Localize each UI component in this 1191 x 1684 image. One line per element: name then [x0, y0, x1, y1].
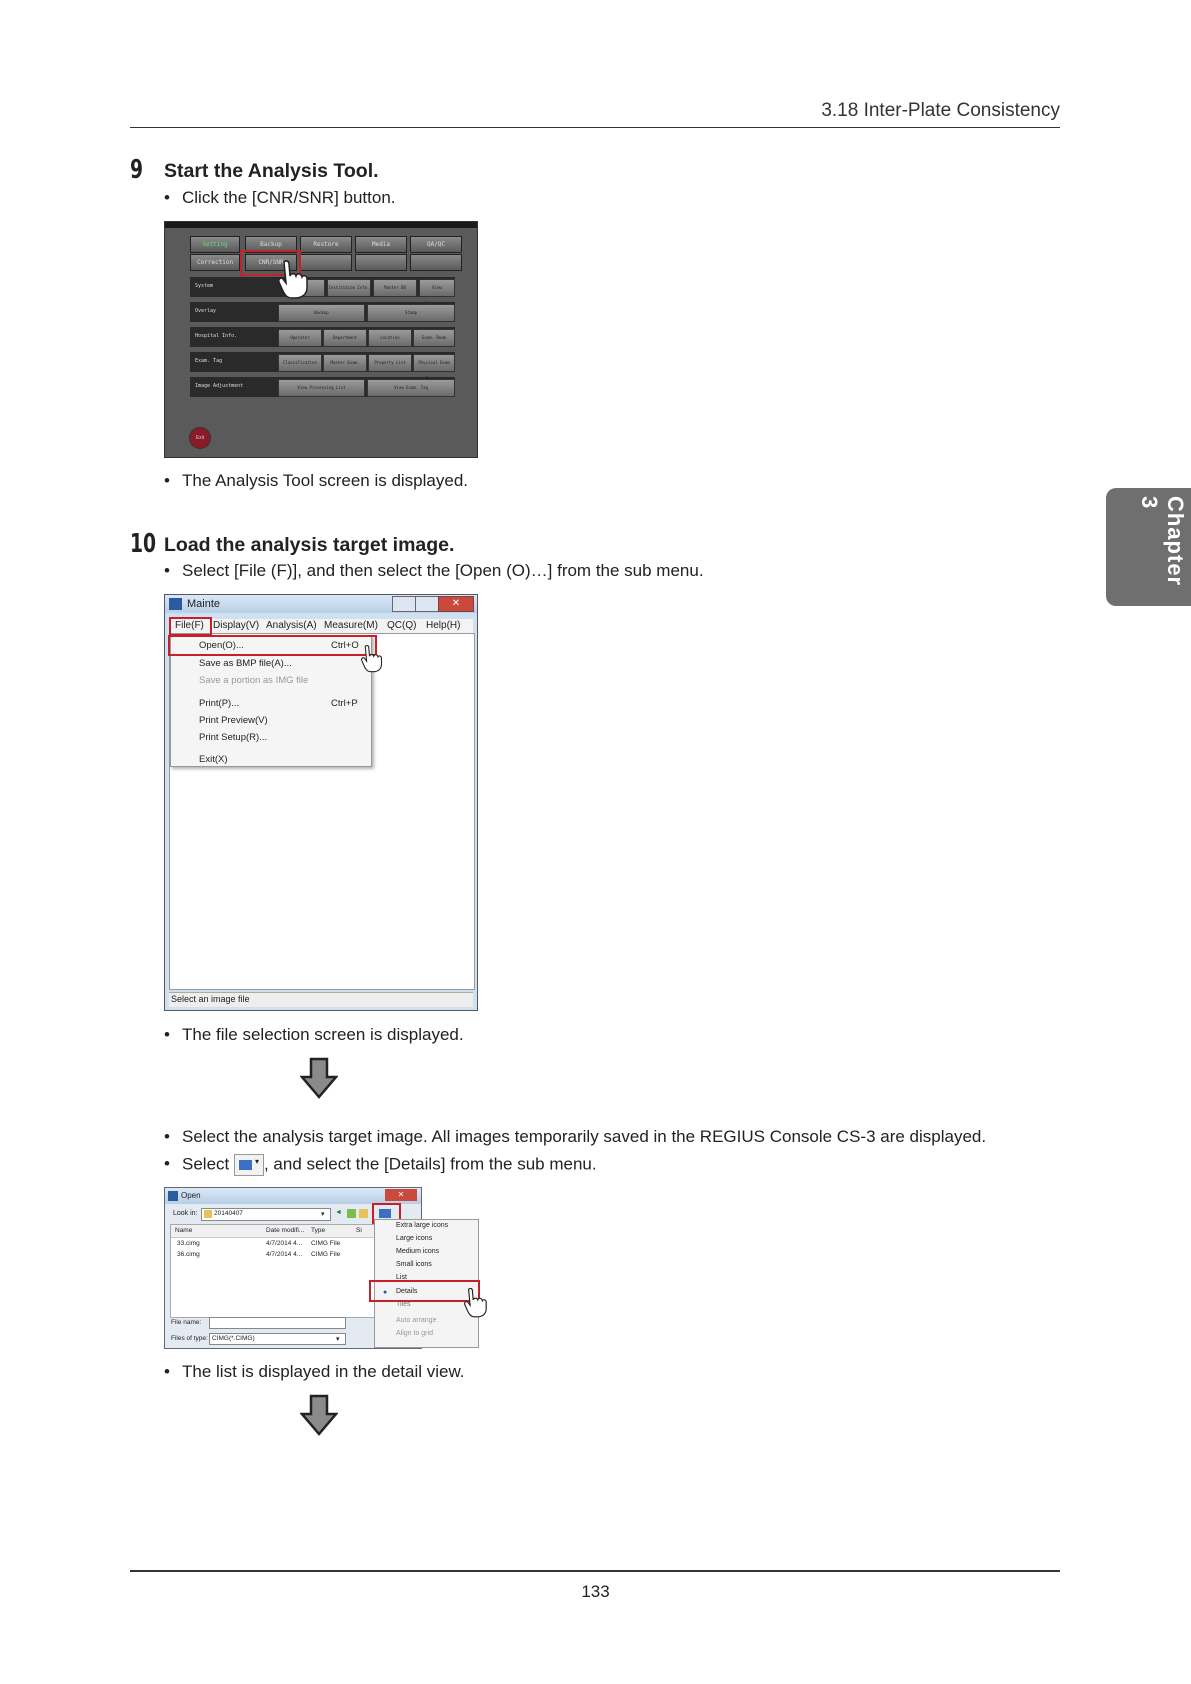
view-medium[interactable]: Medium icons	[396, 1248, 440, 1255]
master-exam-button[interactable]: Master Exam.	[323, 354, 367, 372]
step-10-bullet-5-text: The list is displayed in the detail view.	[182, 1362, 465, 1381]
down-arrow-icon	[300, 1394, 338, 1436]
step-9-number: 9	[130, 155, 144, 185]
down-arrow-icon	[300, 1057, 338, 1099]
filetype-value: CIMG(*.CIMG)	[212, 1335, 255, 1342]
chapter-tab-label: Chapter 3	[1137, 496, 1188, 587]
operator-button[interactable]: Operator	[278, 329, 322, 347]
filetype-select[interactable]	[209, 1333, 346, 1345]
up-folder-icon[interactable]	[347, 1209, 356, 1218]
menu-save-img: Save a portion as IMG file	[199, 675, 309, 686]
filetype-label: Files of type:	[171, 1335, 208, 1342]
classification-button[interactable]: Classification	[278, 354, 322, 372]
step-10-bullet-4: • Select ▾ , and select the [Details] from the sub menu.	[164, 1154, 597, 1176]
open-item-highlight	[168, 635, 377, 656]
lookin-chevron-down-icon: ▾	[321, 1211, 325, 1218]
pointer-hand-icon	[361, 641, 385, 677]
menu-print-shortcut: Ctrl+P	[331, 698, 358, 709]
setting-tab[interactable]: Setting	[190, 236, 240, 253]
step-10-bullet-3-text: Select the analysis target image. All images temporarily saved in the REGIUS Console CS-3 are displayed.	[182, 1127, 987, 1146]
row-overlay-label: Overlay	[195, 308, 217, 314]
app-icon	[168, 1191, 178, 1201]
back-icon[interactable]: ◄	[335, 1209, 342, 1216]
step-10-bullet-2-text: The file selection screen is displayed.	[182, 1025, 464, 1044]
view-list[interactable]: List	[396, 1274, 407, 1281]
view-menu-icon: ▾	[234, 1154, 264, 1176]
overlay-backup-button[interactable]: Backup	[278, 304, 365, 322]
row-overlay	[190, 302, 455, 322]
view-tiles[interactable]: Tiles	[396, 1301, 411, 1308]
col-size[interactable]: Si	[356, 1227, 362, 1234]
mainte-titlebar	[165, 595, 477, 613]
step-10-bullet-4-pre: Select	[182, 1154, 234, 1174]
selected-radio-icon: ●	[383, 1289, 388, 1296]
step-10-title: Load the analysis target image.	[164, 534, 455, 556]
step-10-bullet-1: • Select [File (F)], and then select the [Open (O)…] from the sub menu.	[164, 561, 704, 580]
menu-save-bmp[interactable]: Save as BMP file(A)...	[199, 658, 292, 669]
view-auto-arrange: Auto arrange	[396, 1317, 437, 1324]
menu-open-shortcut: Ctrl+O	[331, 640, 359, 651]
step-10-bullet-2: • The file selection screen is displayed.	[164, 1025, 464, 1044]
page-number: 133	[581, 1582, 610, 1601]
menu-print-preview[interactable]: Print Preview(V)	[199, 715, 268, 726]
filename-input[interactable]	[209, 1317, 346, 1329]
step-10-number: 10	[130, 529, 157, 559]
menu-open[interactable]: Open(O)...	[199, 640, 244, 651]
open-title: Open	[181, 1191, 201, 1200]
header-rule	[130, 127, 1060, 128]
menu-analysis[interactable]: Analysis(A)	[266, 620, 317, 631]
new-folder-icon[interactable]	[359, 1209, 368, 1218]
file-date: 4/7/2014 4...	[266, 1251, 303, 1258]
maintenance-screen	[164, 221, 478, 458]
institution-info-button[interactable]: Institution Info.	[327, 279, 371, 297]
view-align-grid: Align to grid	[396, 1330, 433, 1337]
step-10-bullet-4-post: , and select the [Details] from the sub menu.	[263, 1154, 597, 1174]
exam-room-button[interactable]: Exam. Room	[413, 329, 455, 347]
window-title: Mainte	[187, 598, 221, 610]
row-hospital-label: Hospital Info.	[195, 333, 238, 339]
qa-qc-tab[interactable]: QA/QC	[410, 236, 462, 253]
step-10-bullet-5: • The list is displayed in the detail view.	[164, 1362, 465, 1381]
view-exam-tag-button[interactable]: View Exam. Tag	[367, 379, 455, 397]
row-hospital-info	[190, 327, 455, 347]
property-list-button[interactable]: Property List	[368, 354, 412, 372]
filename-label: File name:	[171, 1319, 202, 1326]
menu-measure[interactable]: Measure(M)	[324, 620, 378, 631]
restore-tab[interactable]: Restore	[300, 236, 352, 253]
menu-qc[interactable]: QC(Q)	[387, 620, 417, 631]
open-titlebar	[165, 1188, 421, 1204]
col-name[interactable]: Name	[175, 1227, 193, 1234]
view-extra-large[interactable]: Extra large icons	[396, 1222, 449, 1229]
file-date: 4/7/2014 4...	[266, 1240, 303, 1247]
step-9-bullet-1: • Click the [CNR/SNR] button.	[164, 188, 396, 207]
menu-display[interactable]: Display(V)	[213, 620, 260, 631]
file-name: 36.cimg	[177, 1251, 200, 1258]
step-9-bullet-1-text: Click the [CNR/SNR] button.	[182, 188, 396, 207]
status-text: Select an image file	[171, 994, 250, 1004]
section-header: 3.18 Inter-Plate Consistency	[821, 100, 1060, 121]
view-processing-list-button[interactable]: View Processing List	[278, 379, 365, 397]
screen1-titlebar	[165, 222, 477, 228]
pointer-hand-icon	[464, 1284, 490, 1322]
empty-tab-2	[355, 254, 407, 271]
view-details[interactable]: Details	[396, 1288, 418, 1295]
row-exam-tag-label: Exam. Tag	[195, 358, 223, 364]
empty-tab-3	[410, 254, 462, 271]
row-system	[190, 277, 455, 297]
step-9-bullet-2: • The Analysis Tool screen is displayed.	[164, 471, 469, 490]
stamp-button[interactable]: Stamp	[367, 304, 455, 322]
chapter-tab	[1106, 488, 1191, 606]
menu-exit[interactable]: Exit(X)	[199, 754, 228, 765]
menu-file[interactable]: File(F)	[175, 620, 204, 631]
footer-rule	[130, 1570, 1060, 1572]
backup-tab[interactable]: Backup	[245, 236, 297, 253]
close-button[interactable]: ✕	[438, 596, 474, 612]
minimize-button[interactable]	[392, 596, 416, 612]
row-image-adjustment	[190, 377, 455, 397]
master-db-button[interactable]: Master DB	[373, 279, 417, 297]
status-bar	[169, 992, 473, 1007]
file-name: 33.cimg	[177, 1240, 200, 1247]
view-diagnostic-button[interactable]: View	[419, 279, 455, 297]
row-image-adj-label: Image Adjustment	[195, 383, 244, 389]
view-large[interactable]: Large icons	[396, 1235, 433, 1242]
physical-exam-button[interactable]: Physical Exam	[413, 354, 455, 372]
department-button[interactable]: Department	[323, 329, 367, 347]
exit-button[interactable]: Exit	[189, 427, 211, 449]
row-system-label: System	[195, 283, 214, 289]
file-menu-highlight	[169, 617, 212, 636]
open-close-button[interactable]: ✕	[385, 1189, 417, 1201]
cnr-snr-button[interactable]: CNR/SNR	[245, 254, 297, 271]
file-type: CIMG File	[311, 1240, 341, 1247]
folder-icon	[204, 1210, 212, 1218]
correction-tab[interactable]: Correction	[190, 254, 240, 271]
col-type[interactable]: Type	[311, 1227, 326, 1234]
menu-print-setup[interactable]: Print Setup(R)...	[199, 732, 268, 743]
menu-print[interactable]: Print(P)...	[199, 698, 240, 709]
step-10-bullet-1-text: Select [File (F)], and then select the [Open (O)…] from the sub menu.	[182, 561, 704, 580]
lookin-select[interactable]	[201, 1208, 331, 1221]
step-10-bullet-3: • Select the analysis target image. All images temporarily saved in the REGIUS Console CS-3 are displayed.	[164, 1127, 987, 1146]
maximize-button[interactable]	[415, 596, 439, 612]
lookin-value: 20140407	[214, 1210, 243, 1217]
step-9-title: Start the Analysis Tool.	[164, 160, 379, 182]
step-9-bullet-2-text: The Analysis Tool screen is displayed.	[182, 471, 469, 490]
filetype-chevron-down-icon: ▾	[336, 1336, 340, 1343]
menubar	[169, 619, 473, 633]
media-tab[interactable]: Media	[355, 236, 407, 253]
app-icon	[169, 598, 182, 610]
pointer-hand-icon	[278, 260, 312, 300]
view-small[interactable]: Small icons	[396, 1261, 432, 1268]
col-date[interactable]: Date modifi...	[266, 1227, 305, 1234]
menu-help[interactable]: Help(H)	[426, 620, 461, 631]
row-exam-tag	[190, 352, 455, 372]
location-button[interactable]: Location	[368, 329, 412, 347]
file-type: CIMG File	[311, 1251, 341, 1258]
lookin-label: Look in:	[173, 1210, 198, 1217]
mainte-window	[164, 594, 478, 1011]
